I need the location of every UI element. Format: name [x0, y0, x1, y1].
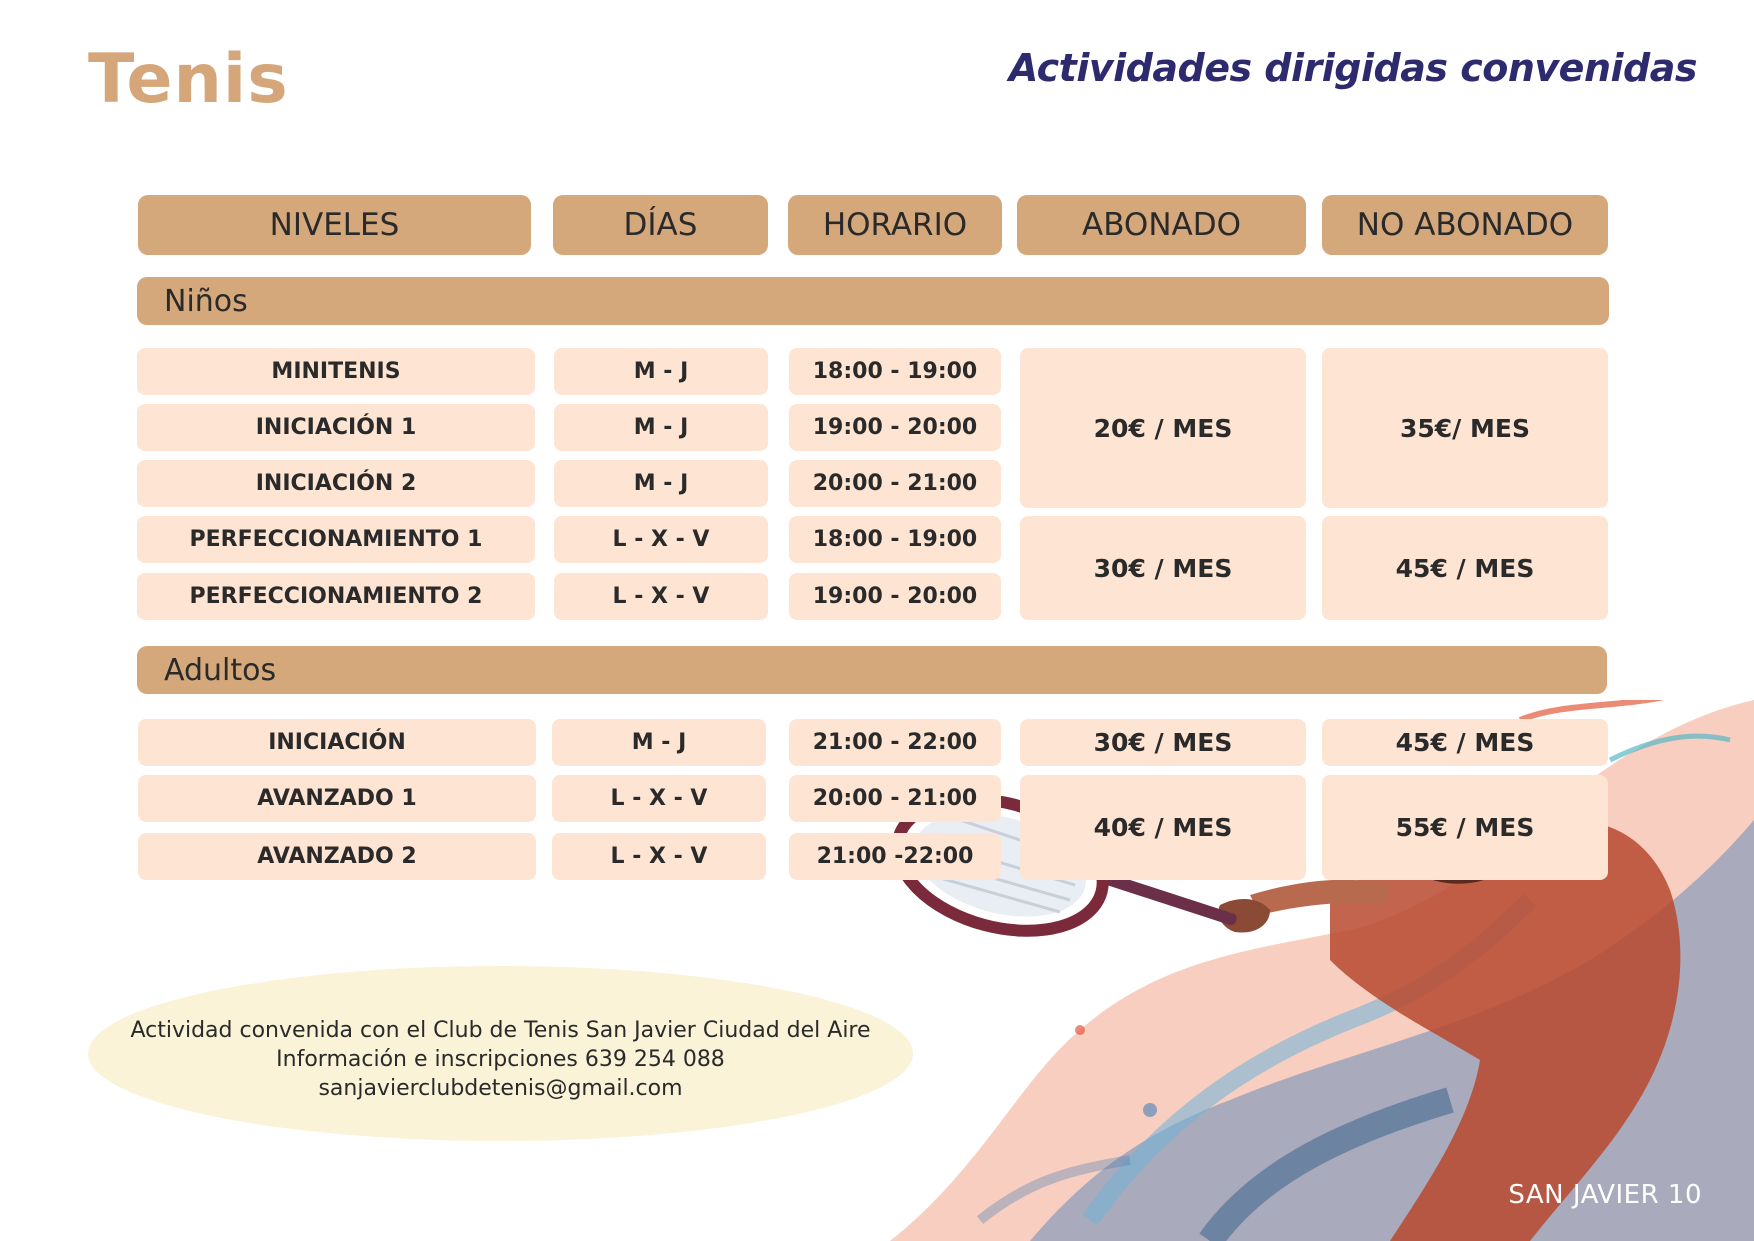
info-club-line: Actividad convenida con el Club de Tenis San Javier Ciudad del Aire — [130, 1018, 871, 1043]
days-cell: L - X - V — [554, 516, 768, 563]
section-adultos: Adultos — [137, 646, 1607, 694]
header-niveles: NIVELES — [138, 195, 531, 255]
level-cell: INICIACIÓN 1 — [137, 404, 535, 451]
level-cell: PERFECCIONAMIENTO 1 — [137, 516, 535, 563]
time-cell: 19:00 - 20:00 — [789, 573, 1001, 620]
info-text — [88, 1016, 913, 1103]
price-abonado: 30€ / MES — [1020, 516, 1306, 620]
price-abonado: 20€ / MES — [1020, 348, 1306, 508]
section-ninos: Niños — [137, 277, 1609, 325]
header-abonado: ABONADO — [1017, 195, 1306, 255]
price-abonado: 30€ / MES — [1020, 719, 1306, 766]
time-cell: 19:00 - 20:00 — [789, 404, 1001, 451]
time-cell: 21:00 -22:00 — [789, 833, 1001, 880]
time-cell: 18:00 - 19:00 — [789, 348, 1001, 395]
time-cell: 21:00 - 22:00 — [789, 719, 1001, 766]
page-subtitle: Actividades dirigidas convenidas — [1008, 46, 1697, 90]
days-cell: L - X - V — [552, 775, 766, 822]
header-dias: DÍAS — [553, 195, 768, 255]
info-phone-line: Información e inscripciones 639 254 088 — [276, 1047, 725, 1072]
days-cell: L - X - V — [554, 573, 768, 620]
level-cell: AVANZADO 1 — [138, 775, 536, 822]
time-cell: 20:00 - 21:00 — [789, 775, 1001, 822]
time-cell: 20:00 - 21:00 — [789, 460, 1001, 507]
header-no-abonado: NO ABONADO — [1322, 195, 1608, 255]
level-cell: AVANZADO 2 — [138, 833, 536, 880]
days-cell: M - J — [554, 404, 768, 451]
price-no-abonado: 35€/ MES — [1322, 348, 1608, 508]
price-abonado: 40€ / MES — [1020, 775, 1306, 880]
time-cell: 18:00 - 19:00 — [789, 516, 1001, 563]
page-title: Tenis — [88, 40, 289, 119]
level-cell: INICIACIÓN — [138, 719, 536, 766]
header-horario: HORARIO — [788, 195, 1002, 255]
price-no-abonado: 55€ / MES — [1322, 775, 1608, 880]
price-no-abonado: 45€ / MES — [1322, 719, 1608, 766]
price-no-abonado: 45€ / MES — [1322, 516, 1608, 620]
days-cell: M - J — [554, 460, 768, 507]
days-cell: M - J — [552, 719, 766, 766]
days-cell: L - X - V — [552, 833, 766, 880]
level-cell: PERFECCIONAMIENTO 2 — [137, 573, 535, 620]
info-email-line: sanjavierclubdetenis@gmail.com — [318, 1076, 683, 1101]
level-cell: MINITENIS — [137, 348, 535, 395]
days-cell: M - J — [554, 348, 768, 395]
page-footer: SAN JAVIER 10 — [1508, 1180, 1702, 1210]
level-cell: INICIACIÓN 2 — [137, 460, 535, 507]
